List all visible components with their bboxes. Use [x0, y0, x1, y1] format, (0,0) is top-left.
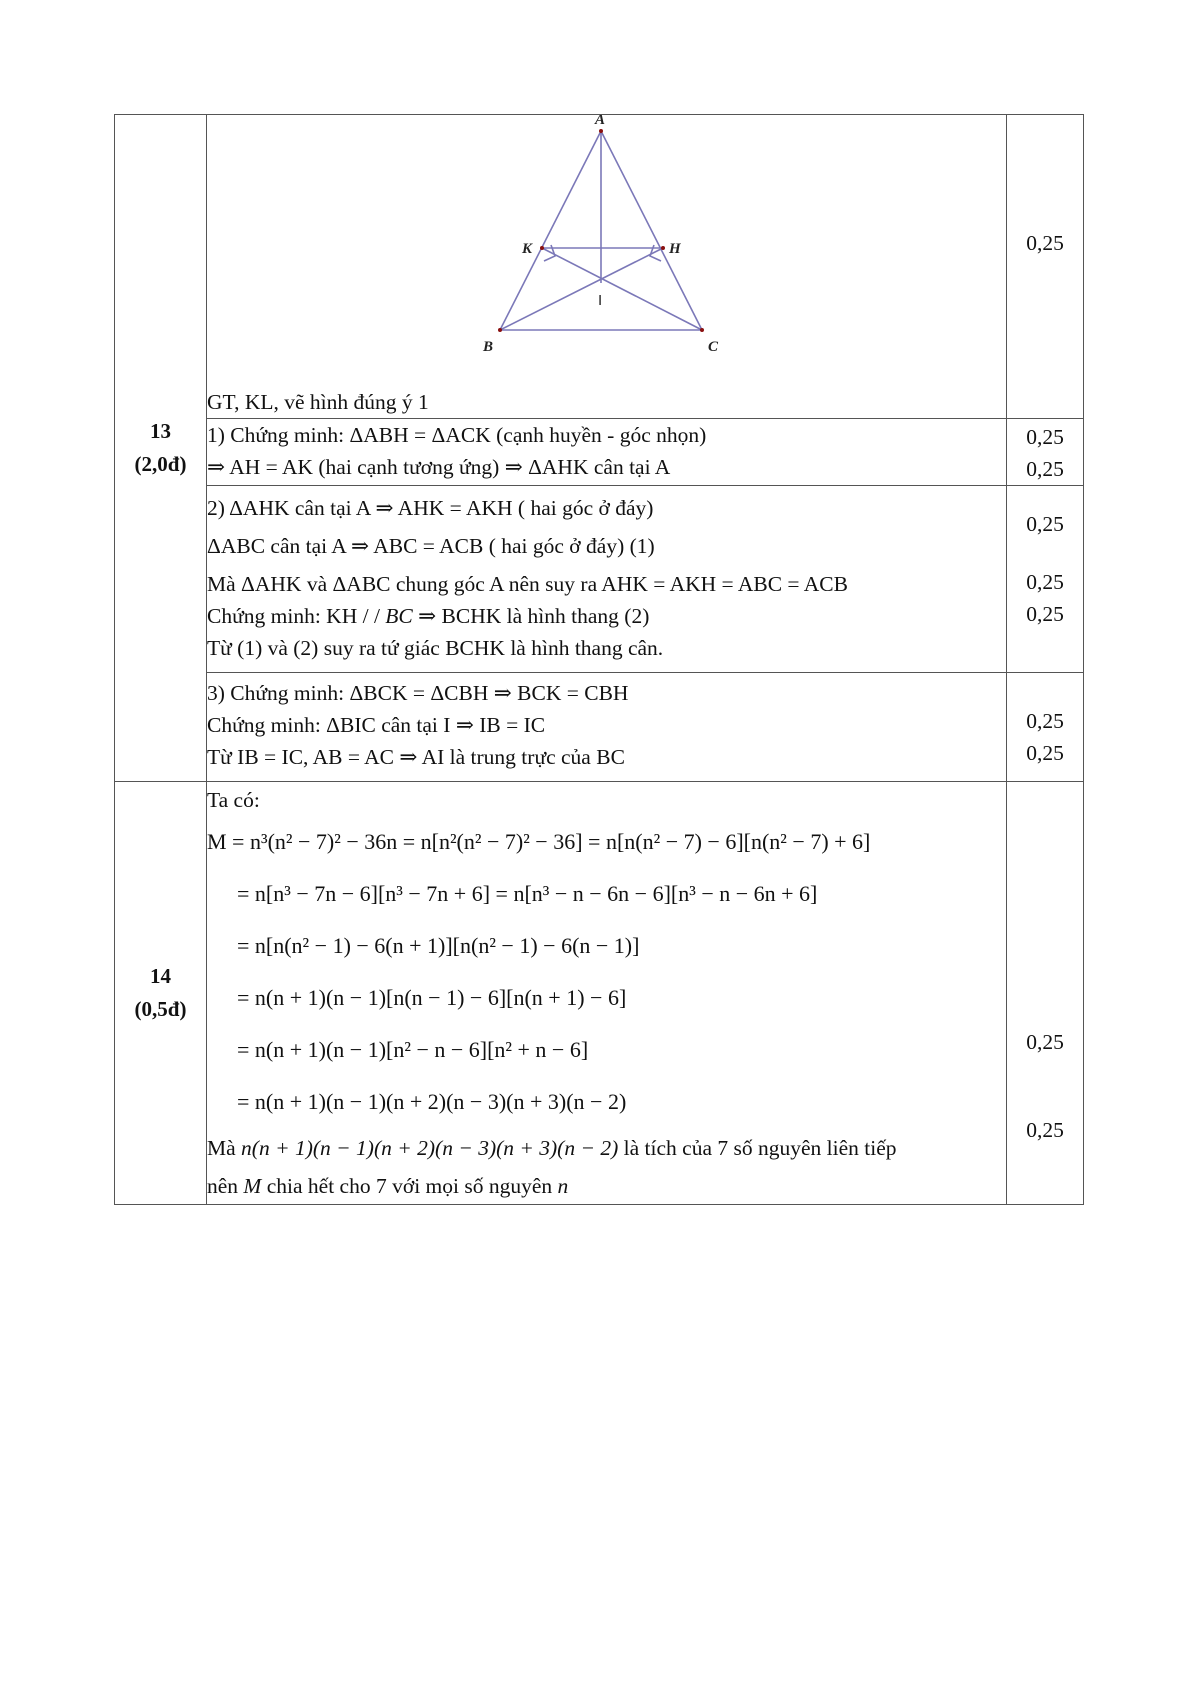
q13-fig-score: 0,25: [1026, 231, 1064, 255]
label-b: B: [483, 339, 494, 355]
q14-points: (0,5đ): [134, 997, 187, 1021]
q14-scores: [1007, 782, 1084, 1205]
q13-number-cell: [115, 115, 207, 782]
q14-conclusion-line2: [207, 1168, 1006, 1204]
q13-part3-line2: Chứng minh: ΔBIC cân tại I ⇒ IB = IC: [207, 713, 546, 737]
segment-ck: [542, 248, 702, 330]
q13-part1-line2: ⇒ AH = AK (hai cạnh tương ứng) ⇒ ΔAHK cân tại A: [207, 455, 671, 479]
q14-eq5: = n(n + 1)(n − 1)[n² − n − 6][n² + n − 6]: [237, 1037, 589, 1062]
q13-points: (2,0đ): [134, 452, 187, 476]
label-k: K: [522, 241, 533, 257]
q14-eq3: = n[n(n² − 1) − 6(n + 1)][n(n² − 1) − 6(n − 1)]: [237, 933, 640, 958]
q14-eq6: = n(n + 1)(n − 1)(n + 2)(n − 3)(n + 3)(n − 2): [237, 1089, 627, 1114]
q14-intro: Ta có:: [207, 788, 260, 812]
score: 0,25: [1026, 1118, 1064, 1142]
q13-number: 13: [150, 419, 171, 443]
q13-figure-cell: [207, 115, 1007, 419]
q13-part2-line4-bc: BC: [385, 604, 413, 628]
q13-part1-cell: [207, 419, 1007, 486]
segment-bh: [500, 248, 663, 330]
q13-part3-scores: [1007, 673, 1084, 782]
label-a: A: [595, 115, 606, 128]
score: 0,25: [1026, 425, 1064, 449]
q14-concl1-pre: Mà: [207, 1136, 242, 1160]
q13-part3-line1: 3) Chứng minh: ΔBCK = ΔCBH ⇒ BCK = CBH: [207, 681, 629, 705]
score: 0,25: [1026, 602, 1064, 626]
q13-fig-score-cell: [1007, 115, 1084, 419]
score: 0,25: [1026, 457, 1064, 481]
q13-part1-row: [115, 419, 1084, 486]
q14-eq1: M = n³(n² − 7)² − 36n = n[n²(n² − 7)² − 36] = n[n(n² − 7) − 6][n(n² − 7) + 6]: [207, 829, 871, 854]
q13-part3-cell: [207, 673, 1007, 782]
q13-part2-line3: Mà ΔAHK và ΔABC chung góc A nên suy ra AHK = AKH = ABC = ACB: [207, 572, 848, 596]
q13-part2-row: [115, 486, 1084, 673]
q13-part2-line4-pre: Chứng minh: KH / /: [207, 604, 386, 628]
q13-part2-line5: Từ (1) và (2) suy ra tứ giác BCHK là hình thang cân.: [207, 636, 664, 660]
score: 0,25: [1026, 1030, 1064, 1054]
q13-part3-line3: Từ IB = IC, AB = AC ⇒ AI là trung trực của BC: [207, 745, 625, 769]
triangle-diagram: [475, 115, 755, 386]
q13-part1-line1: 1) Chứng minh: ΔABH = ΔACK (cạnh huyền - góc nhọn): [207, 423, 707, 447]
q14-concl2-n: n: [557, 1174, 569, 1198]
q14-concl1-post: là tích của 7 số nguyên liên tiếp: [618, 1136, 897, 1160]
triangle-figure: [207, 115, 1006, 386]
q13-part3-row: [115, 673, 1084, 782]
q14-row: [115, 782, 1084, 1205]
score: 0,25: [1026, 709, 1064, 733]
q14-concl1-expr: n(n + 1)(n − 1)(n + 2)(n − 3)(n + 3)(n − 2): [241, 1136, 619, 1160]
q14-content-cell: [207, 782, 1007, 1205]
q13-part1-scores: [1007, 419, 1084, 486]
label-i: I: [598, 292, 603, 309]
q13-part2-line2: ΔABC cân tại A ⇒ ABC = ACB ( hai góc ở đáy) (1): [207, 534, 655, 558]
label-c: C: [708, 339, 719, 355]
q14-concl2-mid: chia hết cho 7 với mọi số nguyên: [261, 1174, 558, 1198]
q14-eq2: = n[n³ − 7n − 6][n³ − 7n + 6] = n[n³ − n − 6n − 6][n³ − n − 6n + 6]: [237, 881, 818, 906]
q14-concl2-pre: nên: [207, 1174, 244, 1198]
q14-number-cell: [115, 782, 207, 1205]
score: 0,25: [1026, 741, 1064, 765]
q13-part2-cell: [207, 486, 1007, 673]
score: 0,25: [1026, 512, 1064, 536]
q13-fig-caption: GT, KL, vẽ hình đúng ý 1: [207, 390, 429, 414]
q14-concl2-m: M: [243, 1174, 262, 1198]
q14-number: 14: [150, 964, 171, 988]
q13-figure-row: [115, 115, 1084, 419]
q13-part2-line4-post: ⇒ BCHK là hình thang (2): [412, 604, 650, 628]
side-ab: [500, 131, 601, 330]
q14-conclusion-line1: [207, 1128, 1006, 1168]
score: 0,25: [1026, 570, 1064, 594]
q13-part2-scores: [1007, 486, 1084, 673]
label-h: H: [669, 241, 681, 257]
answer-table: [114, 114, 1084, 1205]
q13-part2-line4: [207, 600, 1006, 632]
q14-eq4: = n(n + 1)(n − 1)[n(n − 1) − 6][n(n + 1) − 6]: [237, 985, 627, 1010]
side-ac: [601, 131, 702, 330]
q13-part2-line1: 2) ΔAHK cân tại A ⇒ AHK = AKH ( hai góc ở đáy): [207, 496, 654, 520]
